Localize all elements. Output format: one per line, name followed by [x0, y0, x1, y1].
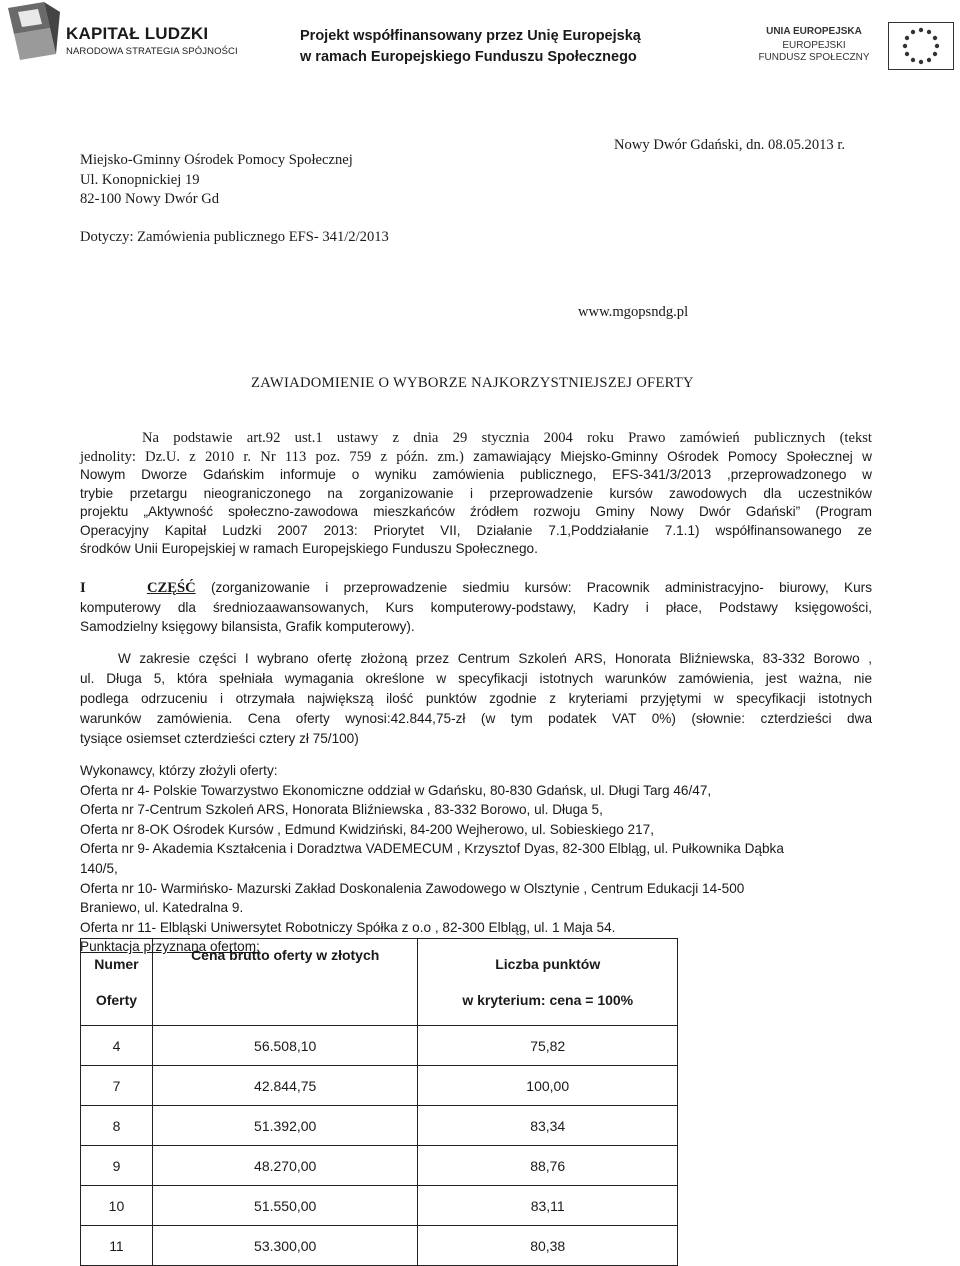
col-points-header: [418, 939, 678, 1026]
kapital-ludzki-emblem-icon: [4, 2, 62, 62]
intro-paragraph: [80, 429, 872, 559]
bidder-line: Oferta nr 11- Elbląski Uniwersytet Robotniczy Spółka z o.o , 82-300 Elbląg, ul. 1 Maja 54.: [80, 919, 616, 935]
bidder-line: Braniewo, ul. Katedralna 9.: [80, 900, 244, 916]
part-line: Samodzielny księgowy bilansista, Grafik komputerowy).: [80, 619, 415, 634]
intro-line: Na podstawie art.92 ust.1 ustawy z dnia 29 stycznia 2004 roku Prawo zamówień publicznych (tekst: [142, 430, 872, 446]
table-row: [81, 1186, 678, 1226]
scoring-table: [80, 938, 678, 1266]
price-cell: 42.844,75: [152, 1066, 418, 1106]
intro-line: [80, 448, 872, 467]
col3-header-bottom: w kryterium: cena = 100%: [462, 992, 634, 1008]
sender-street: Ul. Konopnickiej 19: [80, 172, 200, 188]
points-cell: 80,38: [418, 1226, 678, 1266]
table-row: [81, 1066, 678, 1106]
bidders-list: [80, 761, 880, 957]
place-date: Nowy Dwór Gdański, dn. 08.05.2013 r.: [614, 137, 846, 153]
offer-number-cell: 11: [81, 1226, 153, 1266]
col3-header-top: Liczba punktów: [495, 956, 601, 972]
decision-line: W zakresie części I wybrano ofertę złożoną przez Centrum Szkoleń ARS, Honorata Bliźniewska, 83-332 Borowo ,: [118, 651, 872, 666]
points-cell: 83,11: [418, 1186, 678, 1226]
points-cell: 75,82: [418, 1026, 678, 1066]
scoring-label: Punktacja przyznana ofertom:: [80, 939, 260, 955]
eu-logo: [754, 22, 954, 72]
logo-subtitle: NARODOWA STRATEGIA SPÓJNOŚCI: [66, 46, 238, 57]
table-row: [81, 1026, 678, 1066]
intro-line: Nowym Dworze Gdańskim informuje o wyniku zamówienia publicznego, EFS-341/3/2013 ,przeprowadzonego w: [80, 467, 872, 482]
eu-fund-line1: EUROPEJSKI: [782, 40, 846, 51]
part-scope: (zorganizowanie i przeprowadzenie siedmiu kursów: Pracownik administracyjno- biurowy, Kurs: [195, 580, 872, 595]
part-label: CZĘŚĆ: [146, 580, 196, 596]
offer-number-cell: 10: [81, 1186, 153, 1226]
offer-number-cell: 4: [81, 1026, 153, 1066]
decision-line: tysiące osiemset czterdzieści cztery zł 75/100): [80, 731, 359, 746]
decision-line: warunków zamówienia. Cena oferty wynosi:42.844,75-zł (w tym podatek VAT 0%) (słownie: czterdzieści dwa: [80, 711, 872, 726]
bidders-heading: Wykonawcy, którzy złożyli oferty:: [80, 763, 278, 778]
points-cell: 100,00: [418, 1066, 678, 1106]
eu-name: UNIA EUROPEJSKA: [766, 26, 862, 37]
col-price-header: [152, 939, 418, 1026]
subject-line: Dotyczy: Zamówienia publicznego EFS- 341/2/2013: [80, 229, 389, 245]
intro-contracting-authority: zamawiający Miejsko-Gminny Ośrodek Pomocy Społecznej w: [463, 448, 872, 464]
part-line: komputerowy dla średniozaawansowanych, Kurs komputerowy-podstawy, Kadry i płace, Podstawy księgowości,: [80, 600, 872, 615]
offer-number-cell: 8: [81, 1106, 153, 1146]
bidder-line: 140/5,: [80, 860, 118, 876]
col1-header-top: Numer: [94, 956, 139, 972]
col-offer-number-header: [81, 939, 153, 1026]
points-cell: 88,76: [418, 1146, 678, 1186]
price-cell: 56.508,10: [152, 1026, 418, 1066]
bidder-line: Oferta nr 10- Warmińsko- Mazurski Zakład Doskonalenia Zawodowego w Olsztynie , Centrum Edukacji 14-500: [80, 880, 745, 896]
part-numeral: I: [80, 580, 86, 596]
eu-fund-line2: FUNDUSZ SPOŁECZNY: [758, 52, 870, 63]
intro-legal-basis: jednolity: Dz.U. z 2010 r. Nr 113 poz. 759 z późn. zm.): [80, 448, 464, 465]
intro-line: Operacyjny Kapitał Ludzki 2007 2013: Priorytet VII, Działanie 7.1,Poddziałanie 7.1.1) współfinansowanego ze: [80, 522, 872, 538]
logo-title: KAPITAŁ LUDZKI: [66, 24, 209, 43]
price-cell: 48.270,00: [152, 1146, 418, 1186]
bidder-line: Oferta nr 8-OK Ośrodek Kursów , Edmund Kwidziński, 84-200 Wejherowo, ul. Sobieskiego 217,: [80, 821, 654, 837]
sender-city: 82-100 Nowy Dwór Gd: [80, 191, 220, 207]
part-paragraph: [80, 578, 872, 636]
offer-number-cell: 9: [81, 1146, 153, 1186]
decision-line: podlega odrzuceniu i otrzymała największą ilość punktów zgodnie z kryteriami przyjętymi w specyfikacji istotnych: [80, 691, 872, 706]
document-title: ZAWIADOMIENIE O WYBORZE NAJKORZYSTNIEJSZEJ OFERTY: [251, 375, 694, 391]
intro-line: trybie przetargu nieograniczonego na zorganizowanie i przeprowadzenie kursów zawodowych dla uczestników: [80, 485, 872, 501]
offer-number-cell: 7: [81, 1066, 153, 1106]
intro-line: projektu „Aktywność społeczno-zawodowa mieszkańców źródłem rozwoju Gminy Nowy Dwór Gdański” (Program: [80, 504, 872, 519]
sender-name: Miejsko-Gminny Ośrodek Pomocy Społecznej: [80, 152, 353, 168]
bidder-line: Oferta nr 4- Polskie Towarzystwo Ekonomiczne oddział w Gdańsku, 80-830 Gdańsk, ul. Długi Targ 46/47,: [80, 782, 712, 798]
kapital-ludzki-logo: [4, 2, 244, 62]
table-row: [81, 1226, 678, 1266]
col2-header: Cena brutto oferty w złotych: [191, 947, 380, 963]
decision-paragraph: [80, 649, 872, 749]
col1-header-bottom: Oferty: [95, 992, 138, 1008]
table-row: [81, 1146, 678, 1186]
points-cell: 83,34: [418, 1106, 678, 1146]
price-cell: 53.300,00: [152, 1226, 418, 1266]
decision-line: ul. Długa 5, która spełniała wymagania określone w specyfikacji istotnych warunków zamówienia, jest ważna, nie: [80, 671, 872, 686]
bidder-line: Oferta nr 9- Akademia Kształcenia i Doradztwa VADEMECUM , Krzysztof Dyas, 82-300 Elbląg, ul. Pułkownika Dąbka: [80, 841, 784, 857]
intro-line: środków Unii Europejskiej w ramach Europejskiego Funduszu Społecznego.: [80, 541, 538, 556]
project-fund-line: w ramach Europejskiego Funduszu Społecznego: [300, 49, 637, 65]
table-row: [81, 1106, 678, 1146]
bidder-line: Oferta nr 7-Centrum Szkoleń ARS, Honorata Bliźniewska , 83-332 Borowo, ul. Długa 5,: [80, 802, 603, 818]
eu-flag-icon: [888, 22, 954, 70]
price-cell: 51.550,00: [152, 1186, 418, 1226]
table-header-row: [81, 939, 678, 1026]
part-line: [80, 578, 872, 598]
project-cofinanced-line: Projekt współfinansowany przez Unię Europejską: [300, 28, 641, 44]
website-link[interactable]: www.mgopsndg.pl: [578, 304, 689, 320]
price-cell: 51.392,00: [152, 1106, 418, 1146]
